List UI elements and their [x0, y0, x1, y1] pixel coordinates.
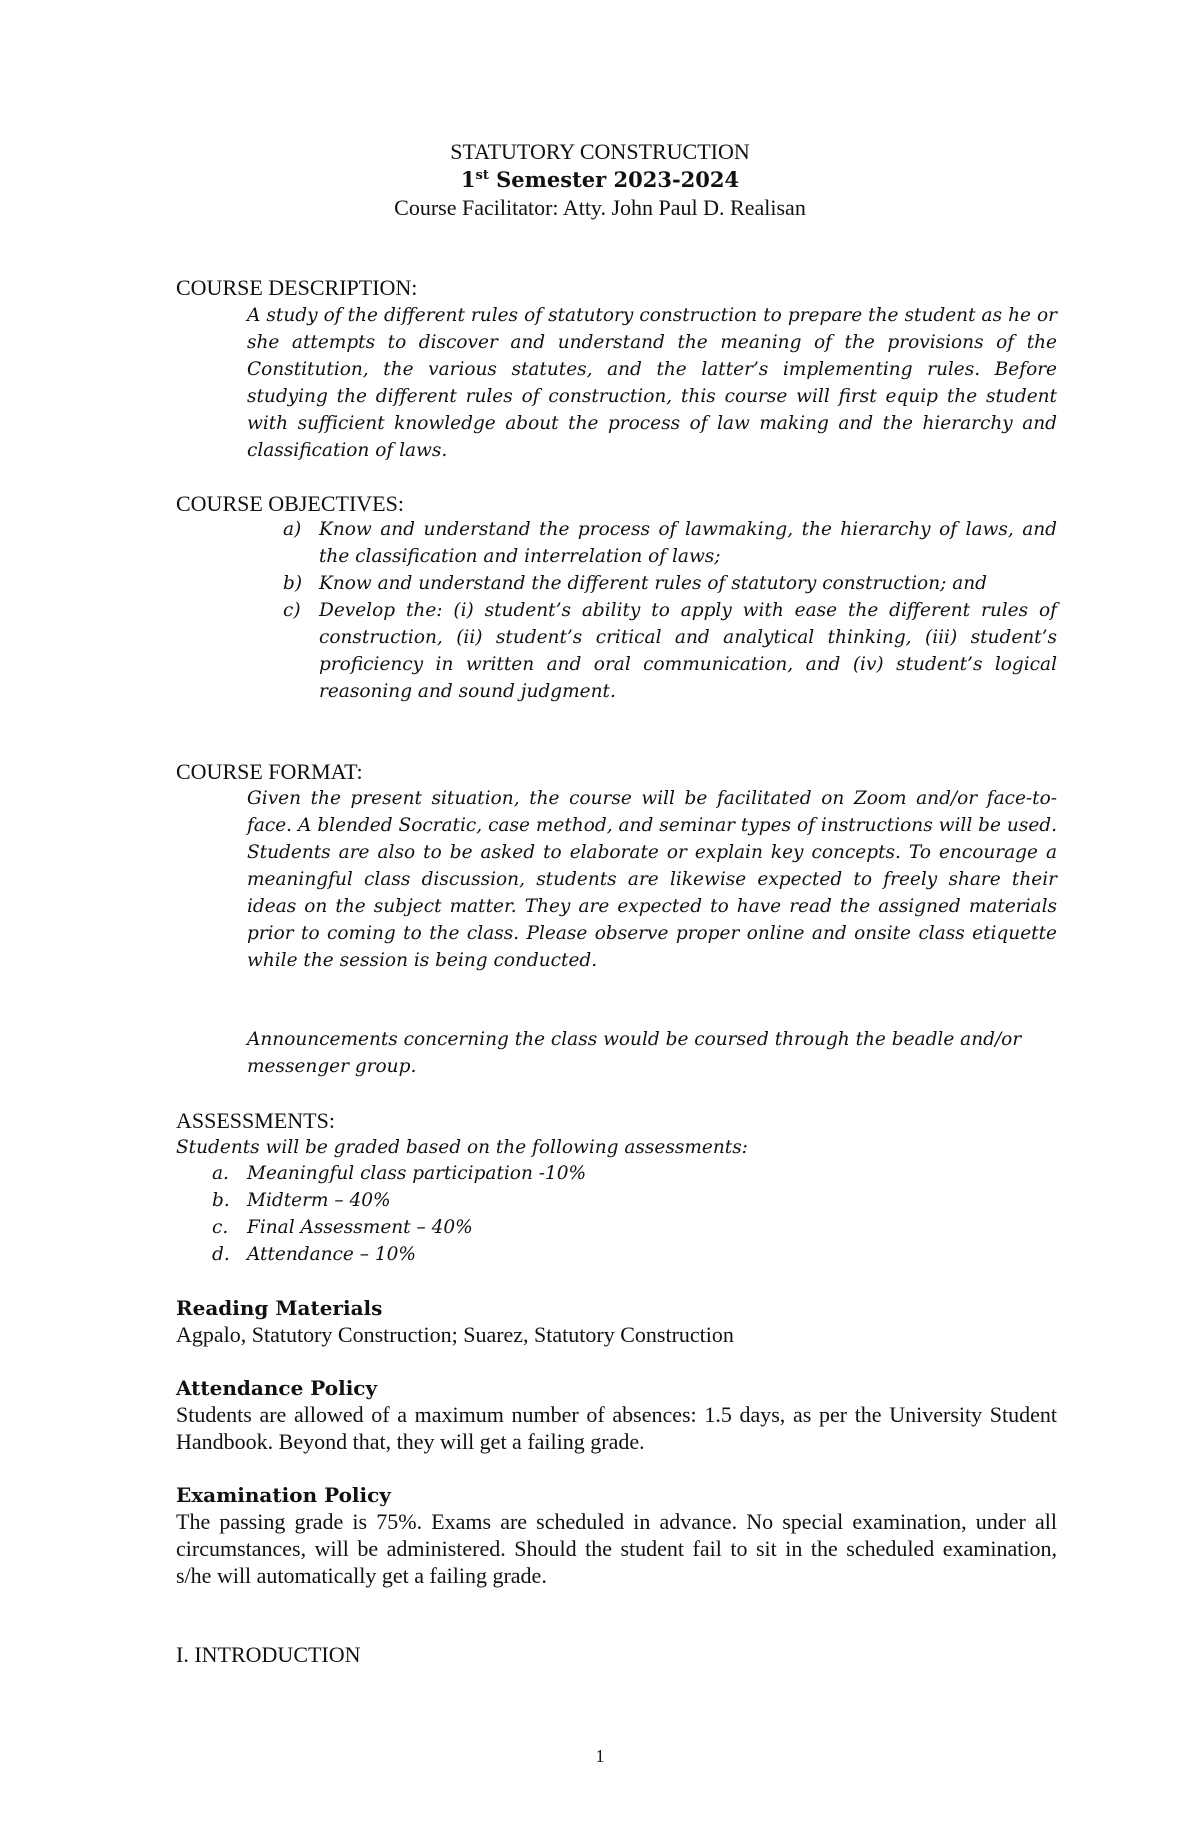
- reading-materials-heading: Reading Materials: [176, 1296, 383, 1320]
- list-marker: b.: [212, 1190, 230, 1211]
- list-marker: c.: [212, 1217, 229, 1238]
- list-marker: d.: [212, 1244, 230, 1265]
- list-item-text: Know and understand the different rules of statutory construction; and: [319, 573, 988, 594]
- list-item: [247, 597, 1057, 705]
- assessments-intro: Students will be graded based on the following assessments:: [176, 1137, 748, 1158]
- attendance-policy-heading: Attendance Policy: [176, 1376, 378, 1400]
- page-number: 1: [595, 1746, 605, 1766]
- attendance-policy-text: Students are allowed of a maximum number of absences: 1.5 days, as per the University Student Handbook. Beyond that, they will get a failing grade.: [176, 1402, 1057, 1454]
- semester-line: [0, 166, 1200, 194]
- examination-policy-text: The passing grade is 75%. Exams are scheduled in advance. No special examination, under all circumstances, will be administered. Should the student fail to sit in the scheduled examination, s/he will automatically get a failing grade.: [176, 1509, 1057, 1588]
- course-format-paragraph: Given the present situation, the course will be facilitated on Zoom and/or face-to-face. A blended Socratic, case method, and seminar types of instructions will be used. Students are also to be asked to elaborate or explain key concepts. To encourage a meaningful class discussion, students are likewise expected to freely share their ideas on the subject matter. They are expected to have read the assigned materials prior to coming to the class. Please observe proper online and onsite class etiquette while the session is being conducted.: [247, 788, 1057, 971]
- course-facilitator: Course Facilitator: Atty. John Paul D. Realisan: [394, 195, 806, 220]
- semester-ordinal: 1: [460, 167, 476, 192]
- assessments-heading: ASSESSMENTS:: [176, 1108, 335, 1133]
- list-marker: c): [283, 600, 301, 621]
- course-objectives-list: [247, 516, 1057, 705]
- list-item: [176, 1160, 586, 1187]
- list-item-text: Final Assessment – 40%: [247, 1217, 473, 1238]
- list-item: [247, 570, 1057, 597]
- reading-materials-text: Agpalo, Statutory Construction; Suarez, Statutory Construction: [176, 1322, 734, 1347]
- list-item-text: Meaningful class participation -10%: [247, 1163, 587, 1184]
- course-format-announcement: Announcements concerning the class would be coursed through the beadle and/or messenger group.: [247, 1029, 1022, 1077]
- course-description-text: A study of the different rules of statutory construction to prepare the student as he or she attempts to discover and understand the meaning of the provisions of the Constitution, the various statutes, and the latter’s implementing rules. Before studying the different rules of construction, this course will first equip the student with sufficient knowledge about the process of law making and the hierarchy and classification of laws.: [247, 305, 1057, 461]
- list-marker: a.: [212, 1163, 229, 1184]
- list-marker: b): [283, 573, 303, 594]
- semester-text: Semester 2023-2024: [488, 167, 740, 192]
- assessments-list: [176, 1160, 586, 1268]
- list-item: [247, 516, 1057, 570]
- list-item: [176, 1241, 586, 1268]
- list-item: [176, 1214, 586, 1241]
- list-item: [176, 1187, 586, 1214]
- course-description-heading: COURSE DESCRIPTION:: [176, 275, 418, 300]
- examination-policy-heading: Examination Policy: [176, 1483, 391, 1507]
- list-item-text: Midterm – 40%: [247, 1190, 391, 1211]
- list-item-text: Attendance – 10%: [247, 1244, 416, 1265]
- list-item-text: Develop the: (i) student’s ability to apply with ease the different rules of construction, (ii) student’s critical and analytical thinking, (iii) student’s proficiency in written and oral communication, and (iv) student’s logical reasoning and sound judgment.: [319, 600, 1057, 702]
- list-item-text: Know and understand the process of lawmaking, the hierarchy of laws, and the classification and interrelation of laws;: [319, 519, 1057, 567]
- course-format-heading: COURSE FORMAT:: [176, 759, 363, 784]
- semester-ordinal-suffix: st: [475, 168, 489, 183]
- document-title: STATUTORY CONSTRUCTION: [450, 139, 750, 164]
- list-marker: a): [283, 519, 302, 540]
- course-objectives-heading: COURSE OBJECTIVES:: [176, 491, 404, 516]
- document-header: [0, 138, 1200, 222]
- introduction-heading: I. INTRODUCTION: [176, 1642, 361, 1667]
